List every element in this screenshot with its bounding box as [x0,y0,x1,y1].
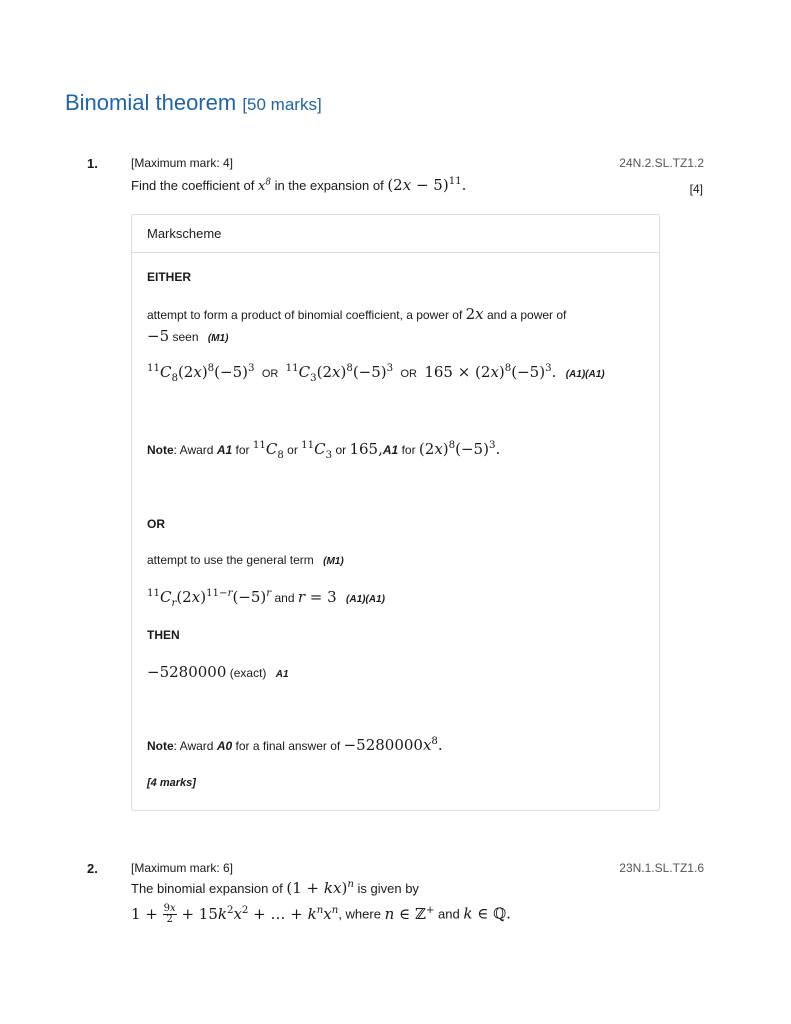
note-1-math-11c3: $^{11}C_3$ [301,440,333,461]
mark-a1a1: (A1)(A1) [565,369,605,380]
or-1: OR [261,368,279,380]
method1-working [147,363,605,384]
then-heading: THEN [147,628,180,642]
math-2x: 2x [465,305,484,323]
note-1-math-11c8: $^{11}C_8$ [252,440,284,461]
mark-m1-b: (M1) [323,556,344,567]
m2-and: and [274,591,295,605]
section-title [65,90,322,116]
either-heading: EITHER [147,270,192,284]
q2-where: , where [338,906,381,922]
math-11c3: $^{11}C_3(2x)^8(-5)^3$ [285,363,394,384]
note-1-or-b: or [335,443,347,457]
math-general-term: $^{11}C_r(2x)^{11-r}(-5)^r$ [147,588,272,609]
note-2-text: for a final answer of [235,739,341,753]
q2-math-expression: (1 + kx)$^n$ [286,879,354,897]
question-2-number: 2. [87,861,98,876]
markscheme-panel [131,214,660,811]
markscheme-header: Markscheme [132,215,659,253]
math-r3: r = 3 [297,588,337,606]
mark-a1a1-b: (A1)(A1) [346,594,385,605]
method2-working [147,588,385,609]
q1-math-expression: $(2x - 5)^{11}$. [387,176,467,194]
note-1-label: Note [147,443,174,457]
note-1-math-165: 165, [349,440,383,458]
note-2-a0: A0 [216,739,233,753]
question-2-max-mark: [Maximum mark: 6] [131,861,234,875]
m1-text-seen: seen [172,330,199,344]
q1-text-2: in the expansion of [274,178,384,193]
m2-text: attempt to use the general term [147,553,314,567]
total-marks: [4 marks] [147,777,196,789]
mark-m1: (M1) [207,333,229,344]
question-2-code: 23N.1.SL.TZ1.6 [619,861,704,875]
note-1 [147,440,501,461]
or-2: OR [400,368,417,380]
answer-value: −5280000 [147,663,227,681]
section-total-marks: [50 marks] [242,95,322,114]
q2-math-series: 1 + $\frac{9x}{2}$ + $15k^2x^2$ + … + $k^nx^n$ [131,903,339,925]
note-1-a1-b: A1 [382,443,399,457]
method1-line1 [147,305,566,323]
note-2-math: $-5280000x^8$. [343,736,443,754]
q2-text-2: is given by [357,881,419,896]
q2-math-n-domain: n ∈ ℤ+ [384,904,435,923]
question-1-code: 24N.2.SL.TZ1.2 [619,156,704,170]
method2-line [147,553,344,567]
question-1-max-mark: [Maximum mark: 4] [131,156,234,170]
note-1-math-terms: $(2x)^8(-5)^3$. [418,440,501,458]
q2-and: and [438,906,460,922]
math-165: $165 \times (2x)^8(-5)^3$. [424,363,557,381]
note-2-award: : Award [173,739,214,753]
q2-text-1: The binomial expansion of [131,881,283,896]
section-title-text: Binomial theorem [65,90,237,115]
question-1-number: 1. [87,156,98,171]
mark-a1: A1 [275,669,289,680]
note-2 [147,736,443,754]
note-1-award: : Award [173,443,214,457]
note-1-for: for [235,443,250,457]
answer-exact: (exact) [229,666,267,680]
method1-line2 [147,327,228,345]
question-1-marks: [4] [689,182,703,196]
q1-math-x8: $x^8$ [257,177,271,194]
or-heading: OR [147,517,165,531]
note-1-a1: A1 [216,443,233,457]
math-11c8: $^{11}C_8(2x)^8(-5)^3$ [147,363,255,384]
note-1-or-a: or [287,443,298,457]
q1-text-1: Find the coefficient of [131,178,255,193]
question-1-prompt [131,176,466,194]
final-answer [147,663,289,681]
note-1-for-b: for [401,443,416,457]
math-minus5: −5 [147,327,170,345]
m1-text-b: and a power of [486,308,567,322]
note-2-label: Note [147,739,174,753]
q2-math-k-domain: k ∈ ℚ. [463,904,511,923]
question-2-expansion [131,904,511,925]
m1-text-a: attempt to form a product of binomial coefficient, a power of [147,308,463,322]
question-2-prompt [131,879,419,897]
